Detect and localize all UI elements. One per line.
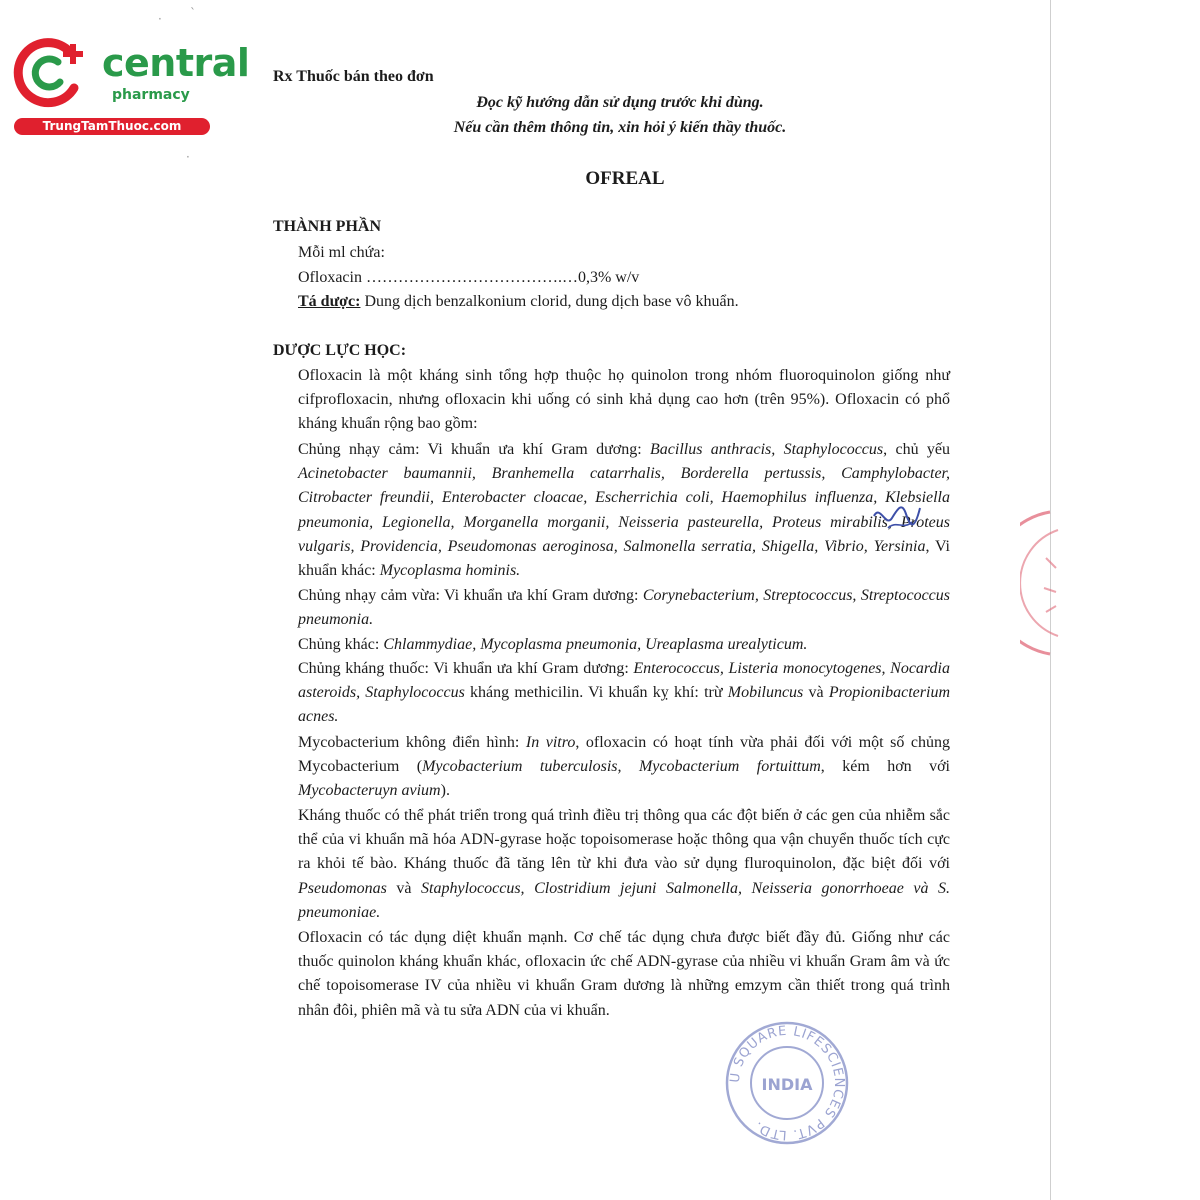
other-strains-paragraph bbox=[298, 633, 950, 657]
resistance-paragraph bbox=[298, 804, 950, 925]
pharmacodynamics-paragraph-1: Ofloxacin là một kháng sinh tổng hợp thuộc họ quinolon trong nhóm fluoroquinolon giống như cifprofloxacin, nhưng ofloxacin khi uống có sinh khả dụng cao hơn (trên 95%). Ofloxacin có phổ kháng khuẩn rộng bao gồm: bbox=[298, 367, 950, 433]
instruction-note-1: Đọc kỹ hướng dẫn sử dụng trước khi dùng. bbox=[476, 94, 764, 111]
text-run: Chủng kháng thuốc: Vi khuẩn ưa khí Gram dương: bbox=[298, 660, 634, 677]
text-run-italic: Bacillus anthracis, Staphylococcus bbox=[650, 441, 884, 458]
text-run: ). bbox=[440, 782, 450, 800]
text-run-italic: Pseudomonas bbox=[298, 879, 387, 897]
signature-icon bbox=[868, 498, 928, 538]
stamp-center-text: INDIA bbox=[761, 1075, 813, 1094]
composition-heading: THÀNH PHẦN bbox=[273, 218, 381, 235]
text-run-italic: Propionibacterium acnes. bbox=[298, 684, 950, 726]
text-run-italic: In vitro bbox=[525, 734, 576, 751]
excipient-line bbox=[298, 293, 739, 311]
sensitive-strains-paragraph bbox=[298, 438, 950, 583]
scan-speck: · bbox=[158, 12, 162, 26]
text-run: kháng methicilin. Vi khuẩn kỵ khí: trừ bbox=[464, 684, 728, 702]
text-run-italic: Acinetobacter baumannii, Branhemella catarrhalis, Borderella pertussis, Camphylobacter, Citrobacter freundii, Enterobacter cloacae, Escherrichia coli, Haemophilus influenza, Klebsiella pneumonia, Legionella, Morganella morganii, Neisseria pasteurella, Proteus mirabilis, Proteus vulgaris, Providencia, Pseudomonas aeroginosa, Salmonella serratia, Shigella, Vibrio, Yersinia bbox=[298, 465, 950, 555]
stamp-ring-text: U SQUARE LIFESCIENCES PVT. LTD. bbox=[727, 1023, 847, 1143]
text-run-italic: Enterococcus, Listeria monocytogenes, Nocardia asteroids, Staphylococcus bbox=[298, 660, 950, 702]
ingredient-line: Ofloxacin ……………………………….…0,3% w/v bbox=[298, 269, 640, 286]
text-run: , chủ yếu bbox=[883, 441, 951, 458]
text-run: , ofloxacin có hoạt tính vừa phải đối với một số chủng Mycobacterium ( bbox=[298, 734, 951, 776]
instruction-note-2: Nếu cần thêm thông tin, xin hỏi ý kiến thầy thuốc. bbox=[453, 119, 787, 136]
excipient-text: Dung dịch benzalkonium clorid, dung dịch base vô khuẩn. bbox=[360, 293, 739, 310]
scan-speck: · bbox=[186, 150, 190, 164]
text-run: Chủng khác: bbox=[298, 636, 384, 653]
per-ml-line: Mỗi ml chứa: bbox=[298, 244, 385, 261]
logo-sub-text: pharmacy bbox=[112, 87, 190, 103]
scan-speck: ` bbox=[190, 6, 196, 20]
company-stamp bbox=[722, 1018, 852, 1148]
text-run-italic: Mycoplasma hominis. bbox=[379, 562, 521, 580]
logo-brand-text: central bbox=[102, 41, 250, 85]
red-seal-fragment bbox=[1020, 508, 1060, 658]
text-run: Chủng nhạy cảm: Vi khuẩn ưa khí Gram dương: bbox=[298, 441, 651, 458]
text-run: , kém hơn với bbox=[820, 758, 950, 776]
rx-label: Rx Thuốc bán theo đơn bbox=[273, 68, 434, 85]
pharmacodynamics-heading: DƯỢC LỰC HỌC: bbox=[273, 342, 407, 359]
text-run-italic: Mycobacterium tuberculosis, Mycobacterium fortuittum bbox=[422, 758, 821, 776]
mechanism-paragraph: Ofloxacin có tác dụng diệt khuẩn mạnh. Cơ chế tác dụng chưa được biết đầy đủ. Giống như các thuốc quinolon kháng khuẩn khác, ofloxacin ức chế ADN-gyrase của nhiều vi khuẩn Gram âm và ức chế topoisomerase IV của nhiều vi khuẩn Gram dương là những emzym cần thiết trong quá trình nhân đôi, phiên mã và tu sửa ADN của vi khuẩn. bbox=[298, 929, 950, 1019]
moderate-strains-paragraph bbox=[298, 584, 950, 632]
text-run-italic: Mycobacteruyn avium bbox=[298, 782, 441, 800]
text-run: , Vi khuẩn khác: bbox=[298, 537, 951, 580]
text-run: và bbox=[803, 684, 829, 702]
text-run-italic: Mobiluncus bbox=[727, 684, 804, 702]
mycobacterium-paragraph bbox=[298, 731, 950, 804]
text-run: Chủng nhạy cảm vừa: Vi khuẩn ưa khí Gram dương: bbox=[298, 587, 643, 604]
excipient-label: Tá dược: bbox=[298, 293, 361, 310]
text-run-italic: Chlammydiae, Mycoplasma pneumonia, Ureaplasma urealyticum. bbox=[383, 636, 808, 653]
text-run: Kháng thuốc có thể phát triển trong quá trình điều trị thông qua các đột biến ở các gen của nhiễm sắc thể của vi khuẩn mã hóa ADN-gyrase hoặc topoisomerase hoặc thông qua vận chuyển thuốc tích cực ra khỏi tế bào. Kháng thuốc đã tăng lên từ khi đưa vào sử dụng fluroquinolon, đặc biệt đối với bbox=[298, 807, 950, 873]
text-run: Mycobacterium không điển hình: bbox=[298, 734, 526, 751]
product-title: OFREAL bbox=[585, 168, 665, 189]
text-run-italic: Corynebacterium, Streptococcus, Streptococcus pneumonia. bbox=[298, 587, 950, 629]
text-run: và bbox=[386, 879, 422, 897]
text-run-italic: Staphylococcus, Clostridium jejuni Salmonella, Neisseria gonorrhoeae và S. pneumoniae. bbox=[298, 879, 950, 921]
logo-website-badge: TrungTamThuoc.com bbox=[14, 118, 210, 135]
resistant-strains-paragraph bbox=[298, 657, 950, 730]
